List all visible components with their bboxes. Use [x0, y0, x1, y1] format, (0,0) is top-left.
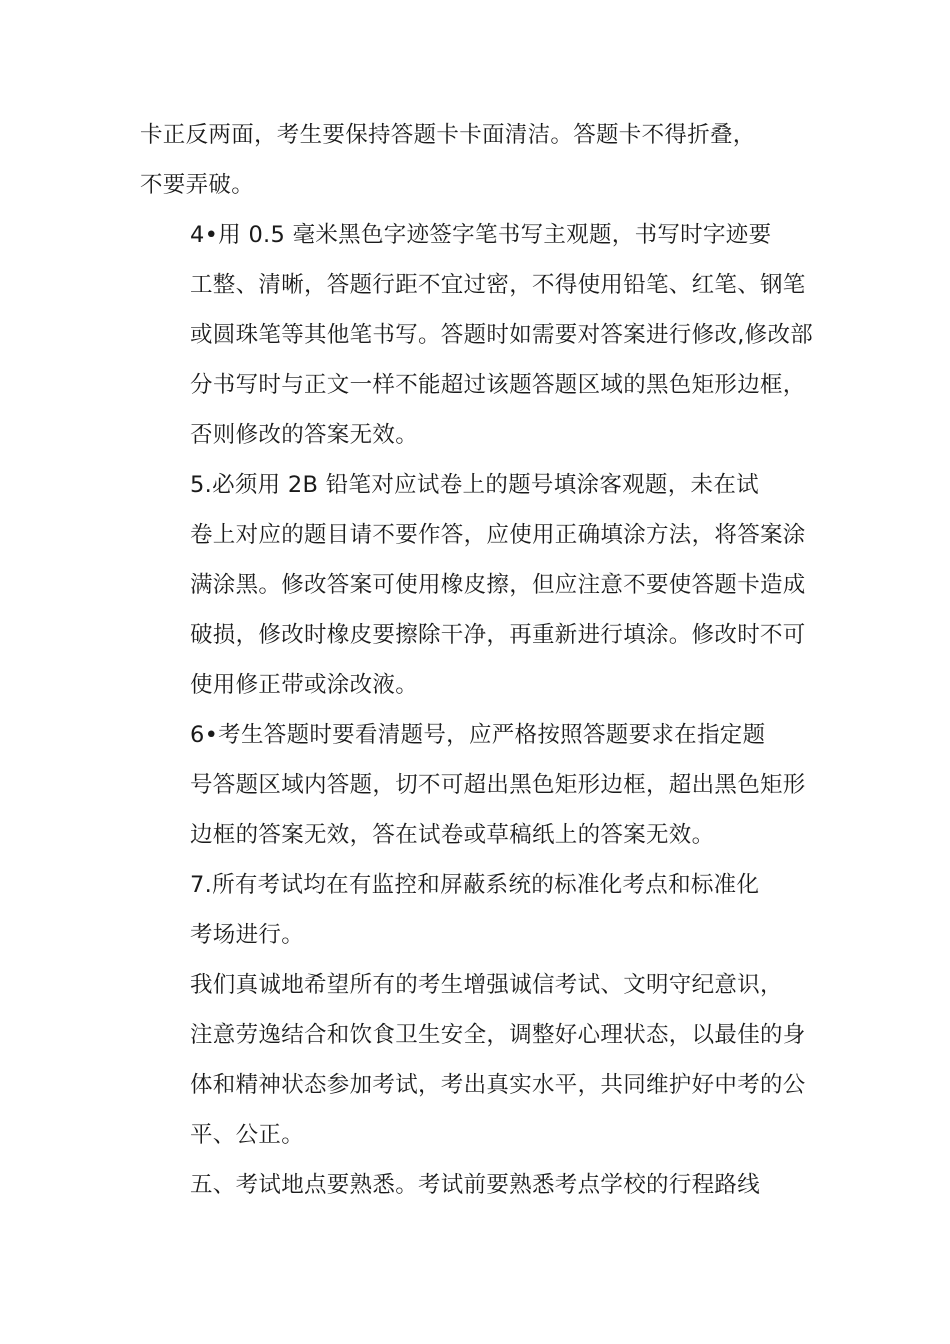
paragraph-item-5: [140, 460, 840, 710]
text-line: 使用修正带或涂改液。: [190, 672, 419, 698]
text-line: 不要弄破。: [140, 172, 255, 198]
text-line: 满涂黑。修改答案可使用橡皮擦，但应注意不要使答题卡造成: [190, 572, 806, 598]
text-line: 卡正反两面，考生要保持答题卡卡面清洁。答题卡不得折叠，: [140, 122, 756, 148]
text-line: 注意劳逸结合和饮食卫生安全，调整好心理状态，以最佳的身: [190, 1022, 806, 1048]
text-line: 卷上对应的题目请不要作答，应使用正确填涂方法，将答案涂: [190, 522, 806, 548]
text-line: 4•用 0.5 毫米黑色字迹签字笔书写主观题，书写时字迹要: [190, 222, 772, 248]
body-text: [140, 110, 840, 1210]
text-line: 考场进行。: [190, 922, 305, 948]
paragraph-continuation: [140, 110, 840, 210]
text-line: 我们真诚地希望所有的考生增强诚信考试、文明守纪意识，: [190, 972, 783, 998]
paragraph-section-5: [140, 1160, 840, 1210]
text-line: 工整、清晰，答题行距不宜过密，不得使用铅笔、红笔、钢笔: [190, 272, 806, 298]
paragraph-item-6: [140, 710, 840, 860]
text-line: 5.必须用 2B 铅笔对应试卷上的题号填涂客观题，未在试: [190, 472, 759, 498]
text-line: 7.所有考试均在有监控和屏蔽系统的标准化考点和标准化: [190, 872, 760, 898]
text-line: 分书写时与正文一样不能超过该题答题区域的黑色矩形边框，: [190, 372, 806, 398]
text-line: 或圆珠笔等其他笔书写。答题时如需要对答案进行修改,修改部: [190, 322, 814, 348]
text-line: 体和精神状态参加考试，考出真实水平，共同维护好中考的公: [190, 1072, 806, 1098]
paragraph-item-4: [140, 210, 840, 460]
paragraph-hope: [140, 960, 840, 1160]
text-line: 平、公正。: [190, 1122, 305, 1148]
text-line: 6•考生答题时要看清题号，应严格按照答题要求在指定题: [190, 722, 766, 748]
text-line: 边框的答案无效，答在试卷或草稿纸上的答案无效。: [190, 822, 715, 848]
text-line: 号答题区域内答题，切不可超出黑色矩形边框，超出黑色矩形: [190, 772, 806, 798]
text-line: 破损，修改时橡皮要擦除干净，再重新进行填涂。修改时不可: [190, 622, 806, 648]
paragraph-item-7: [140, 860, 840, 960]
text-line: 五、考试地点要熟悉。考试前要熟悉考点学校的行程路线: [190, 1172, 761, 1198]
text-line: 否则修改的答案无效。: [190, 422, 419, 448]
